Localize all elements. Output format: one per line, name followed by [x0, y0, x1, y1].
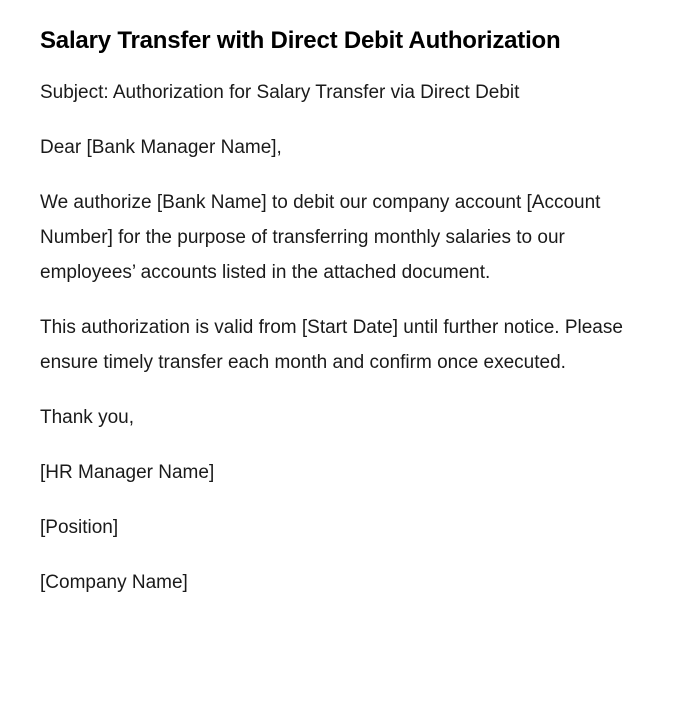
subject-line: Subject: Authorization for Salary Transfer via Direct Debit [40, 82, 520, 103]
signatory-company: [Company Name] [40, 572, 188, 593]
document-title: Salary Transfer with Direct Debit Authorization [40, 27, 561, 54]
signatory-name: [HR Manager Name] [40, 462, 215, 483]
signatory-position: [Position] [40, 517, 119, 538]
closing-line: Thank you, [40, 407, 134, 428]
body-paragraph-authorization: We authorize [Bank Name] to debit our company account [Account Number] for the purpose of transferring monthly salaries to our employees’ accounts listed in the attached document. [40, 192, 601, 283]
salutation: Dear [Bank Manager Name], [40, 137, 282, 158]
body-paragraph-validity: This authorization is valid from [Start Date] until further notice. Please ensure timely transfer each month and confirm once executed. [40, 317, 623, 373]
